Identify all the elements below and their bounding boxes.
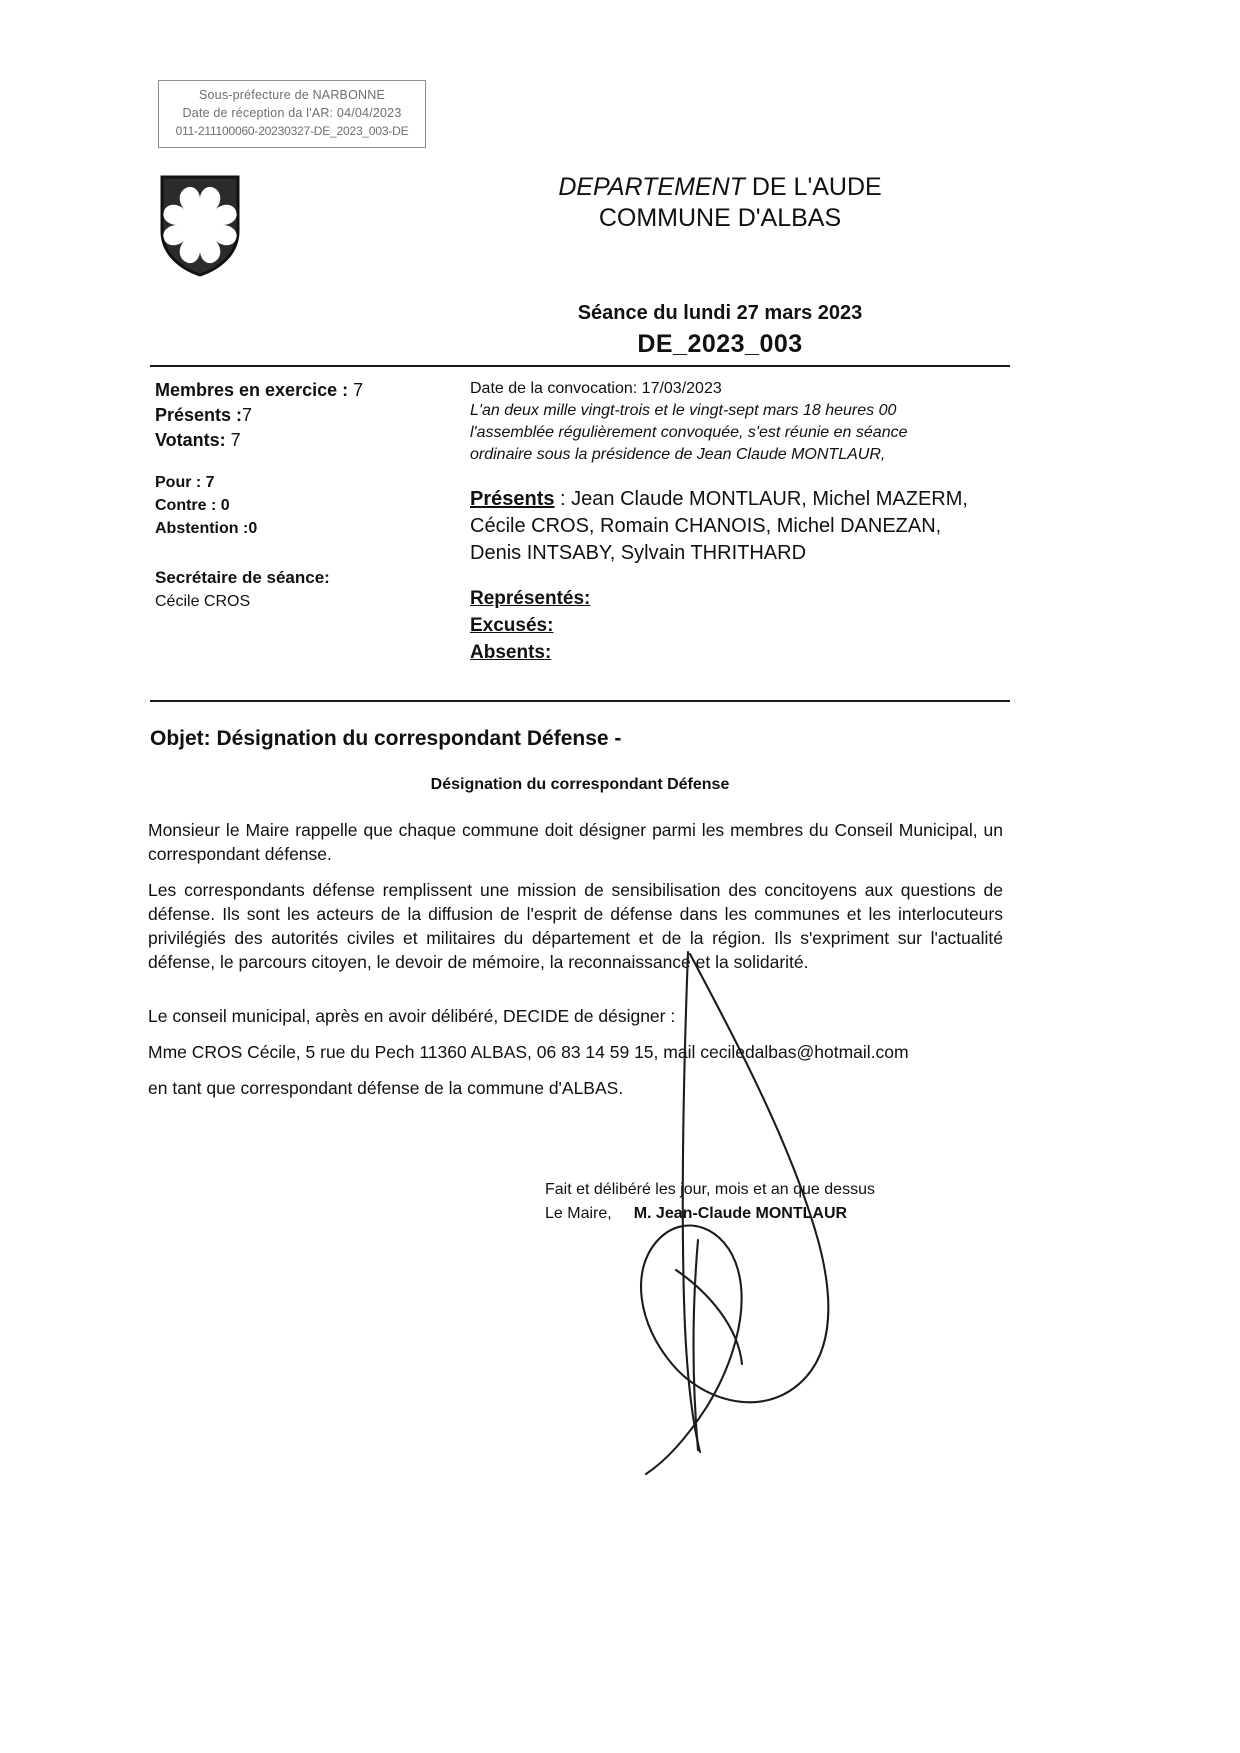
convocation-text-line-3: ordinaire sous la présidence de Jean Claude MONTLAUR,	[470, 446, 886, 463]
signature-mayor-name: M. Jean-Claude MONTLAUR	[633, 1205, 848, 1222]
page-title-commune: COMMUNE D'ALBAS	[598, 204, 842, 232]
excused-label: Excusés:	[470, 615, 554, 636]
signature-statement: Fait et délibéré les jour, mois et an que dessus	[545, 1181, 875, 1198]
reception-stamp	[158, 80, 426, 148]
page-title-department	[440, 172, 1000, 203]
body-paragraph-2: Les correspondants défense remplissent une mission de sensibilisation des concitoyens aux questions de défense. Ils sont les acteurs de la diffusion de l'esprit de défense dans les communes et les interlocuteurs privilégiés des autorités civiles et militaires du département et de la région. Ils s'expriment sur l'actualité défense, le parcours citoyen, le devoir de mémoire, la reconnaissance et la solidarité.	[148, 880, 1003, 972]
attendees-names: : Jean Claude MONTLAUR, Michel MAZERM, Cécile CROS, Romain CHANOIS, Michel DANEZAN, Denis INTSABY, Sylvain THRITHARD	[470, 488, 968, 564]
convocation-text-line-2: l'assemblée régulièrement convoquée, s'est réunie en séance	[470, 424, 908, 441]
department-rest: DE L'AUDE	[744, 173, 882, 201]
body-paragraph-5: en tant que correspondant défense de la commune d'ALBAS.	[148, 1078, 624, 1098]
members-in-office-value: 7	[353, 380, 364, 400]
members-in-office-label: Membres en exercice :	[155, 380, 354, 400]
session-secretary-label: Secrétaire de séance:	[155, 568, 330, 587]
convocation-text-line-1: L'an deux mille vingt-trois et le vingt-sept mars 18 heures 00	[470, 402, 897, 419]
stamp-line-3: 011-211100060-20230327-DE_2023_003-DE	[175, 124, 409, 138]
members-voting-value: 7	[230, 430, 241, 450]
members-present-label: Présents :	[155, 405, 243, 425]
attendees-list	[470, 486, 990, 567]
summary-left-column	[155, 378, 465, 614]
session-date: Séance du lundi 27 mars 2023	[577, 302, 863, 324]
divider-top	[150, 365, 1010, 367]
members-present	[155, 403, 465, 428]
stamp-line-2: Date de réception da l'AR: 04/04/2023	[182, 106, 402, 120]
convocation-date: Date de la convocation: 17/03/2023	[470, 380, 722, 397]
absent-label: Absents:	[470, 642, 552, 663]
body-subtitle: Désignation du correspondant Défense	[430, 776, 730, 793]
members-voting-label: Votants:	[155, 430, 231, 450]
handwritten-signature	[580, 940, 880, 1500]
members-in-office	[155, 378, 465, 403]
body-paragraph-1: Monsieur le Maire rappelle que chaque commune doit désigner parmi les membres du Conseil Municipal, un correspondant défense.	[148, 820, 1003, 864]
members-voting	[155, 428, 465, 453]
coat-of-arms-icon	[160, 175, 240, 277]
department-italic: DEPARTEMENT	[558, 173, 745, 201]
members-present-value: 7	[242, 405, 253, 425]
subject-heading: Objet: Désignation du correspondant Défense -	[150, 727, 622, 750]
attendance-status-list	[470, 585, 990, 666]
summary-right-column	[470, 378, 990, 666]
divider-bottom	[150, 700, 1010, 702]
signature-mayor-label: Le Maire,	[545, 1205, 612, 1222]
votes-for: Pour : 7	[155, 474, 215, 491]
body-paragraph-4: Mme CROS Cécile, 5 rue du Pech 11360 ALBAS, 06 83 14 59 15, mail ceciledalbas@hotmail.com	[148, 1042, 909, 1062]
attendees-label: Présents	[470, 488, 555, 510]
votes-against: Contre : 0	[155, 497, 230, 514]
session-secretary-name: Cécile CROS	[155, 593, 251, 610]
body-paragraph-3: Le conseil municipal, après en avoir délibéré, DECIDE de désigner :	[148, 1006, 676, 1026]
votes-abstention: Abstention :0	[155, 520, 258, 537]
vote-tally	[155, 471, 465, 540]
represented-label: Représentés:	[470, 588, 591, 609]
session-secretary	[155, 566, 465, 614]
stamp-line-1: Sous-préfecture de NARBONNE	[198, 88, 386, 102]
deliberation-reference: DE_2023_003	[637, 330, 803, 358]
